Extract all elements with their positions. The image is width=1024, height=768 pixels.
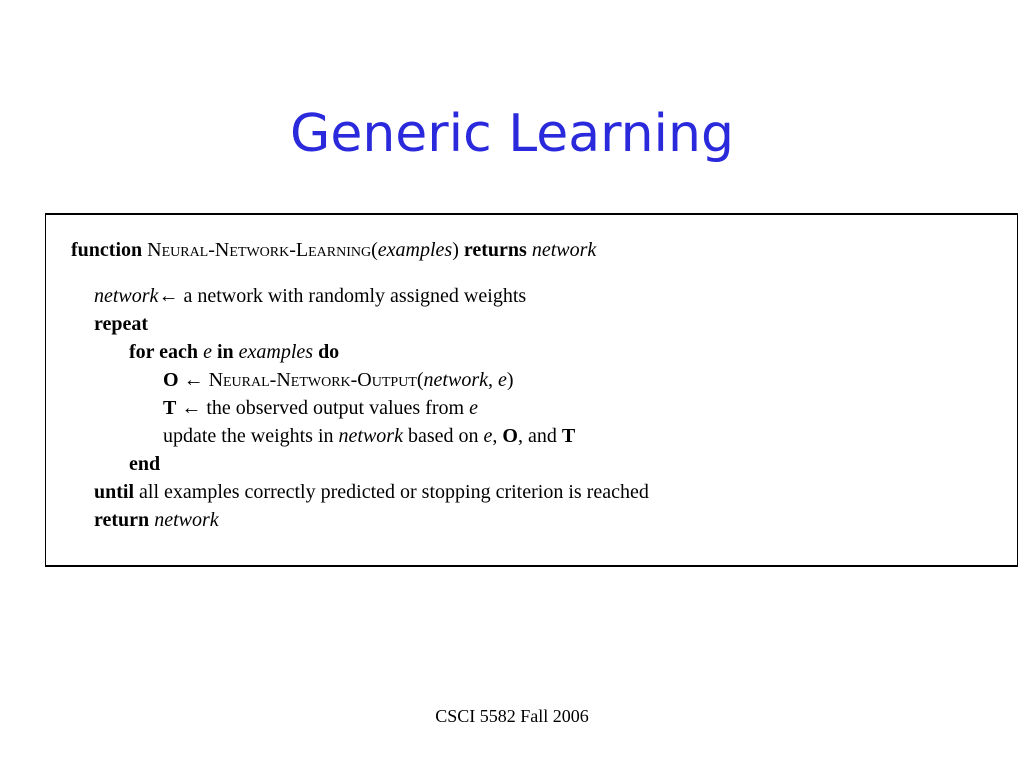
algorithm-line-end	[129, 452, 160, 476]
update-separator: ,	[492, 425, 503, 447]
keyword-return: return	[94, 509, 150, 531]
keyword-for-each: for each	[129, 341, 199, 363]
close-paren: )	[452, 239, 459, 261]
var-T: T	[163, 397, 177, 419]
algorithm-line-init	[94, 284, 526, 308]
var-examples: examples	[238, 341, 314, 363]
keyword-end: end	[129, 453, 161, 475]
algorithm-line-update	[163, 424, 575, 448]
slide-footer: CSCI 5582 Fall 2006	[435, 706, 589, 726]
assign-arrow: ←	[181, 397, 202, 419]
algorithm-box	[45, 213, 1018, 567]
close-paren: )	[506, 369, 514, 391]
var-e: e	[469, 397, 478, 419]
algorithm-line-repeat	[94, 312, 148, 336]
open-paren: (	[371, 239, 378, 261]
arg-separator: ,	[487, 369, 498, 391]
var-network: network	[94, 285, 159, 307]
algorithm-line-output	[163, 368, 514, 392]
assign-arrow: ←	[158, 285, 179, 307]
function-name-output: Neural-Network-Output	[208, 369, 417, 391]
keyword-in: in	[216, 341, 234, 363]
algorithm-line-until	[94, 480, 649, 504]
arg-network: network	[423, 369, 488, 391]
algorithm-signature-line	[71, 238, 596, 262]
keyword-until: until	[94, 481, 135, 503]
var-O: O	[163, 369, 179, 391]
assign-arrow: ←	[183, 369, 204, 391]
keyword-do: do	[318, 341, 340, 363]
var-network: network	[338, 425, 403, 447]
parameter-examples: examples	[377, 239, 453, 261]
until-text: all examples correctly predicted or stopping criterion is reached	[134, 481, 649, 503]
keyword-returns: returns	[463, 239, 527, 261]
algorithm-line-for-each	[129, 340, 339, 364]
keyword-function: function	[71, 239, 143, 261]
init-text: a network with randomly assigned weights	[178, 285, 527, 307]
var-O: O	[502, 425, 518, 447]
function-name: Neural-Network-Learning	[147, 239, 372, 261]
update-text-1: update the weights in	[163, 425, 339, 447]
var-e: e	[203, 341, 212, 363]
return-type-network: network	[531, 239, 597, 261]
target-text: the observed output values from	[201, 397, 470, 419]
keyword-repeat: repeat	[94, 313, 149, 335]
var-T: T	[561, 425, 576, 447]
open-paren: (	[416, 369, 424, 391]
var-e: e	[483, 425, 493, 447]
algorithm-line-return	[94, 508, 219, 532]
update-text-2: based on	[402, 425, 484, 447]
slide-title: Generic Learning	[290, 104, 734, 164]
return-value-network: network	[154, 509, 219, 531]
update-text-3: , and	[517, 425, 562, 447]
arg-e: e	[497, 369, 507, 391]
algorithm-line-target	[163, 396, 478, 420]
